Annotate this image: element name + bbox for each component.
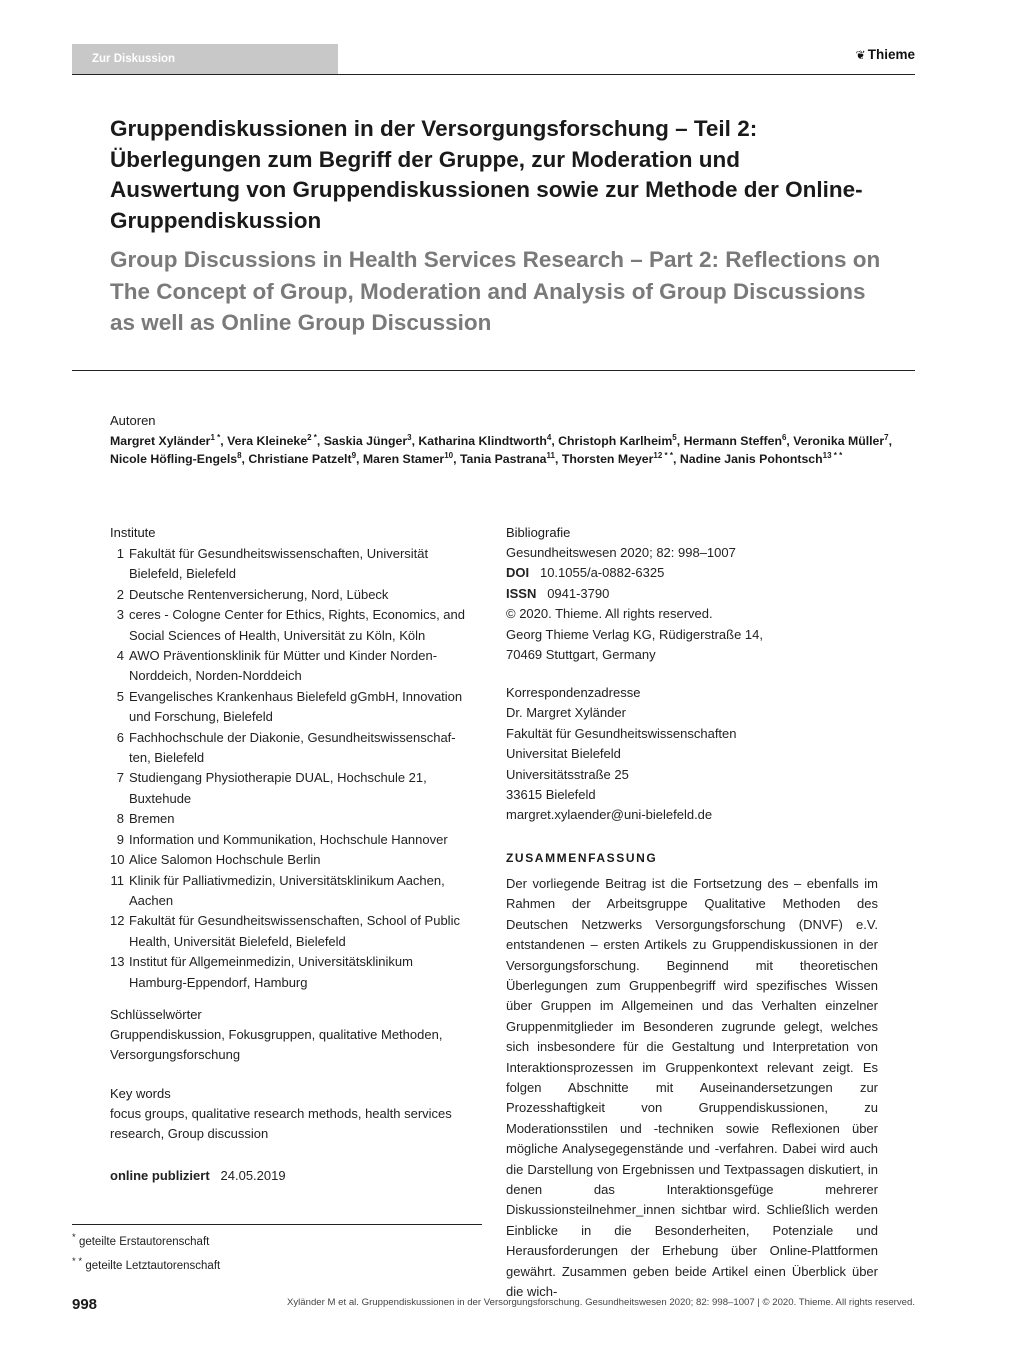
author-affiliation: 3 xyxy=(407,432,412,442)
korrespondenz-block: Dr. Margret Xyländer Fakultät für Gesundheitswissenschaften Universitat Bielefeld Universitätsstraße 25 33615 Bielefeld margret.xylaender@uni-bielefeld.de xyxy=(506,703,878,825)
institute-number: 12 xyxy=(110,913,125,929)
author-affiliation: 4 xyxy=(546,432,552,442)
institute-number: 5 xyxy=(116,688,124,704)
correspondence-email[interactable]: margret.xylaender@uni-bielefeld.de xyxy=(506,807,713,823)
institutes-list xyxy=(110,544,486,993)
institute-item xyxy=(110,952,486,993)
doi-line: DOI 10.1055/a-0882-6325 xyxy=(506,565,665,581)
institute-line: Deutsche Rentenversicherung, Nord, Lübeck xyxy=(129,586,389,602)
author-affiliation: 5 xyxy=(672,432,677,442)
author-affiliation: 13 * * xyxy=(822,450,843,460)
left-column xyxy=(110,523,486,1186)
title-english: Group Discussions in Health Services Research – Part 2: Reflections on The Concept of Group, Moderation and Analysis of Group Discussions as well as Online Group Discussion xyxy=(110,247,881,335)
author-name: Christoph Karlheim$^5$ xyxy=(558,432,677,448)
title-rule xyxy=(72,370,915,371)
institute-item xyxy=(110,544,486,585)
publisher-name: Thieme xyxy=(867,47,915,62)
schluesselwoerter-text: Gruppendiskussion, Fokusgruppen, qualitative Methoden, Versorgungsforschung xyxy=(110,1026,443,1063)
institute-item xyxy=(110,646,486,687)
institute-line: Fakultät für Gesundheitswissenschaften, School of Public xyxy=(129,913,460,929)
header-rule xyxy=(72,74,915,75)
author-name: Hermann Steffen$^6$ xyxy=(683,432,787,448)
institute-line: ceres - Cologne Center for Ethics, Rights, Economics, and xyxy=(129,607,465,623)
online-published-label: online publiziert xyxy=(110,1167,210,1183)
key-words-text: focus groups, qualitative research methods, health services research, Group discussion xyxy=(110,1105,452,1142)
institute-line: Bremen xyxy=(129,811,175,827)
institute-line: Evangelisches Krankenhaus Bielefeld gGmbH, Innovation xyxy=(129,688,463,704)
author-name: Nadine Janis Pohontsch$^{13 * *}$ xyxy=(679,450,843,466)
right-column xyxy=(506,523,878,1302)
online-published-date: 24.05.2019 xyxy=(220,1167,286,1183)
author-name: Veronika Müller$^7$ xyxy=(793,432,889,448)
institute-line: und Forschung, Bielefeld xyxy=(129,709,273,725)
institute-number: 1 xyxy=(116,546,124,561)
author-affiliation: 10 xyxy=(444,450,454,460)
authors-list: Margret Xyländer$^{1 *}$, Vera Kleineke$^{2 *}$, Saskia Jünger$^3$, Katharina Klindtworth$^4$, Christoph Karlheim$^5$, Hermann Steffen$^6$, Veronika Müller$^7$, Nicole Höfling-Engels$^8$, Christiane Patzelt$^9$, Maren Stamer$^{10}$, Tania Pastrana$^{11}$, Thorsten Meyer$^{12 * *}$, Nadine Janis Pohontsch$^{13 * *}$ xyxy=(110,432,893,466)
institute-item xyxy=(110,871,486,912)
citation: Gesundheitswesen 2020; 82: 998–1007 xyxy=(506,545,736,560)
institute-line: Buxtehude xyxy=(129,790,192,806)
institutes-label: Institute xyxy=(110,525,156,540)
schluesselwoerter-label: Schlüsselwörter xyxy=(110,1006,202,1022)
institute-line: Social Sciences of Health, Universität zu Köln, Köln xyxy=(129,627,426,643)
online-published xyxy=(110,1166,486,1186)
institute-line: Norddeich, Norden-Norddeich xyxy=(129,668,302,684)
author-name: Saskia Jünger$^3$ xyxy=(323,432,412,448)
institute-number: 9 xyxy=(116,831,124,847)
bibliografie-label: Bibliografie xyxy=(506,525,571,540)
author-affiliation: 8 xyxy=(237,450,242,460)
institute-number: 10 xyxy=(110,852,125,868)
footnotes xyxy=(72,1228,472,1276)
copyright: © 2020. Thieme. All rights reserved. xyxy=(506,606,713,622)
author-affiliation: 11 xyxy=(546,450,555,460)
author-name: Christiane Patzelt$^9$ xyxy=(248,450,357,466)
authors-label: Autoren xyxy=(110,413,156,428)
institute-number: 8 xyxy=(116,811,124,827)
institute-number: 6 xyxy=(116,729,124,745)
key-words-label: Key words xyxy=(110,1085,171,1101)
author-name: Maren Stamer$^{10}$ xyxy=(362,450,454,466)
institute-item xyxy=(110,768,486,809)
institute-number: 7 xyxy=(116,770,124,786)
institute-line: Klinik für Palliativmedizin, Universitätsklinikum Aachen, xyxy=(129,872,445,888)
institute-number: 13 xyxy=(110,954,125,970)
institute-item xyxy=(110,605,486,646)
bibliografie-block: Gesundheitswesen 2020; 82: 998–1007 DOI 10.1055/a-0882-6325 ISSN 0941-3790 © 2020. Thieme. All rights reserved. Georg Thieme Verlag KG, Rüdigerstraße 14, 70469 Stuttgart, Germany xyxy=(506,543,878,665)
institute-line: Institut für Allgemeinmedizin, Universitätsklinikum xyxy=(129,954,413,970)
institute-item xyxy=(110,809,486,829)
institute-item xyxy=(110,830,486,850)
zusammenfassung-text: Der vorliegende Beitrag ist die Fortsetzung des – ebenfalls im Rahmen der Arbeitsgruppe Qualitative Methoden des Deutschen Netzwerks Versorgungsforschung (DNVF) e.V. entstandenen – ersten Artikels zu Gruppendiskussionen in der Versorgungsforschung. Beginnend mit theoretischen Überlegungen zum Gruppenbegriff wird spezifisches Wissen über Gruppen im Allgemeinen und das Verhalten einzelner Gruppenmitglieder im Besonderen zugrunde gelegt, welches sich insbesondere für die Gestaltung und Interpretation von Interaktionsprozessen im Gruppenkontext relevant zeigt. Es folgen Abschnitte mit Auseinandersetzungen zur Prozesshaftigkeit von Gruppendiskussionen, zu Moderationsstilen und -techniken sowie Reflexionen über mögliche Analysegegenstände und -verfahren. Dabei wird auch die Darstellung von Ergebnissen und Textpassagen diskutiert, in denen das Interaktionsgefüge mehrerer Diskussionsteilnehmer_innen sichtbar wird. Schließlich werden Einblicke in die Besonderheiten, Potenziale und Herausforderungen der Erhebung über Online-Plattformen gewährt. Zusammen geben beide Artikel einen Überblick über die wich- xyxy=(506,875,878,1299)
title-german: Gruppendiskussionen in der Versorgungsforschung – Teil 2: Überlegungen zum Begriff der Gruppe, zur Moderation und Auswertung von Gruppendiskussionen sowie zur Methode der Online-Gruppendiskussion xyxy=(110,116,863,233)
publisher-logo xyxy=(856,47,915,62)
page-number: 998 xyxy=(72,1296,98,1313)
institute-line: Fakultät für Gesundheitswissenschaften, Universität xyxy=(129,546,429,561)
institute-item xyxy=(110,911,486,952)
institute-number: 4 xyxy=(116,648,124,664)
institute-line: Fachhochschule der Diakonie, Gesundheitswissenschaf- xyxy=(129,729,456,745)
institute-number: 2 xyxy=(116,586,124,602)
zusammenfassung-heading: ZUSAMMENFASSUNG xyxy=(506,850,658,865)
author-name: Margret Xyländer$^{1 *}$ xyxy=(110,432,221,448)
institute-line: Studiengang Physiotherapie DUAL, Hochschule 21, xyxy=(129,770,427,786)
institute-line: Health, Universität Bielefeld, Bielefeld xyxy=(129,933,346,949)
author-affiliation: 12 * * xyxy=(653,450,673,460)
institute-line: Aachen xyxy=(129,892,174,908)
footnote-first-author: * geteilte Erstautorenschaft xyxy=(72,1232,210,1248)
institute-line: AWO Präventionsklinik für Mütter und Kinder Norden- xyxy=(129,648,438,664)
author-affiliation: 6 xyxy=(781,432,787,442)
institute-item xyxy=(110,850,486,870)
author-affiliation: 1 * xyxy=(210,432,221,442)
section-tag: Zur Diskussion xyxy=(72,44,338,75)
author-name: Thorsten Meyer$^{12 * *}$ xyxy=(561,450,673,466)
author-name: Vera Kleineke$^{2 *}$ xyxy=(227,432,317,448)
institute-number: 11 xyxy=(110,872,124,888)
running-footer: Xyländer M et al. Gruppendiskussionen in der Versorgungsforschung. Gesundheitswesen 2020; 82: 998–1007 | © 2020. Thieme. All rights reserved. xyxy=(286,1297,915,1308)
author-affiliation: 2 * xyxy=(307,432,317,442)
author-affiliation: 7 xyxy=(884,432,889,442)
author-affiliation: 9 xyxy=(351,450,357,460)
korrespondenz-label: Korrespondenzadresse xyxy=(506,685,641,701)
footnote-last-author: * * geteilte Letztautorenschaft xyxy=(72,1255,221,1272)
institute-number: 3 xyxy=(116,607,124,623)
institute-line: Alice Salomon Hochschule Berlin xyxy=(129,852,321,868)
footnote-rule xyxy=(72,1224,482,1225)
author-name: Katharina Klindtworth$^4$ xyxy=(418,432,552,448)
institute-line: Bielefeld, Bielefeld xyxy=(129,566,236,582)
thieme-logo-icon: ❦ xyxy=(855,48,866,62)
institute-item xyxy=(110,728,486,769)
institute-item xyxy=(110,687,486,728)
author-name: Tania Pastrana$^{11}$ xyxy=(459,450,555,466)
institute-line: ten, Bielefeld xyxy=(129,750,205,766)
issn-line: ISSN 0941-3790 xyxy=(506,585,610,601)
author-name: Nicole Höfling-Engels$^8$ xyxy=(110,450,242,466)
institute-item xyxy=(110,585,486,605)
institute-line: Hamburg-Eppendorf, Hamburg xyxy=(129,974,308,990)
institute-line: Information und Kommunikation, Hochschule Hannover xyxy=(129,831,448,847)
